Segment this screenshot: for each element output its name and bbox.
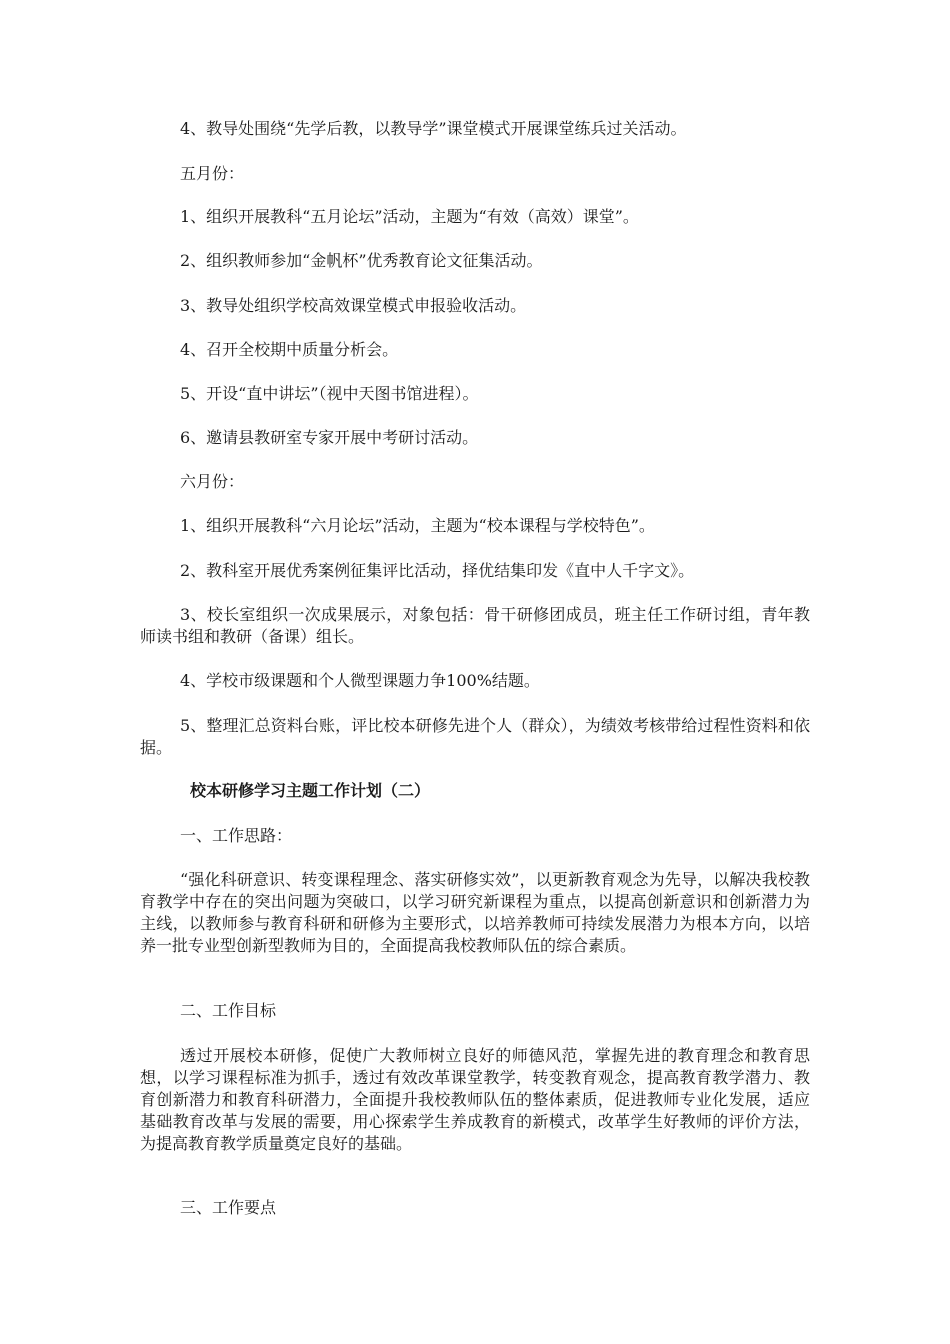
month-heading-june: 六月份： [180,472,245,491]
paragraph-item: 5、整理汇总资料台账，评比校本研修先进个人（群众），为绩效考核带给过程性资料和依据。 [140,716,810,757]
section-heading-3: 三、工作要点 [180,1198,277,1217]
paragraph-item: 1、组织开展教科“六月论坛”活动，主题为“校本课程与学校特色”。 [180,516,655,535]
month-heading-may: 五月份： [180,164,245,183]
paragraph-item: 5、开设“直中讲坛”（视中天图书馆进程）。 [180,384,479,403]
section-body-1: “强化科研意识、转变课程理念、落实研修实效”，以更新教育观念为先导，以解决我校教育教学中存在的突出问题为突破口，以学习研究新课程为重点，以提高创新意识和创新潜力为主线，以教师参与教育科研和研修为主要形式，以培养教师可持续发展潜力为根本方向，以培养一批专业型创新型教师为目的，全面提高我校教师队伍的综合素质。 [140,870,810,955]
paragraph-item: 6、邀请县教研室专家开展中考研讨活动。 [180,428,479,447]
section-heading-2: 二、工作目标 [180,1001,277,1020]
paragraph-item: 4、学校市级课题和个人微型课题力争100%结题。 [180,671,540,690]
paragraph-item: 2、组织教师参加“金帆杯”优秀教育论文征集活动。 [180,251,543,270]
paragraph-item: 3、教导处组织学校高效课堂模式申报验收活动。 [180,296,527,315]
section-body-2: 透过开展校本研修，促使广大教师树立良好的师德风范，掌握先进的教育理念和教育思想，以学习课程标准为抓手，透过有效改革课堂教学，转变教育观念，提高教育教学潜力、教育创新潜力和教育科研潜力，全面提升我校教师队伍的整体素质，促进教师专业化发展，适应基础教育改革与发展的需要，用心探索学生养成教育的新模式，改革学生好教师的评价方法，为提高教育教学质量奠定良好的基础。 [140,1046,810,1153]
section-title: 校本研修学习主题工作计划（二） [190,781,431,800]
paragraph-item: 4、召开全校期中质量分析会。 [180,340,399,359]
section-heading-1: 一、工作思路： [180,826,293,845]
paragraph-item: 1、组织开展教科“五月论坛”活动，主题为“有效（高效）课堂”。 [180,207,639,226]
paragraph-item: 3、校长室组织一次成果展示，对象包括：骨干研修团成员，班主任工作研讨组，青年教师读书组和教研（备课）组长。 [140,605,810,646]
paragraph-item: 4、教导处围绕“先学后教，以教导学”课堂模式开展课堂练兵过关活动。 [180,119,687,138]
paragraph-item: 2、教科室开展优秀案例征集评比活动，择优结集印发《直中人千字文》。 [180,561,695,580]
